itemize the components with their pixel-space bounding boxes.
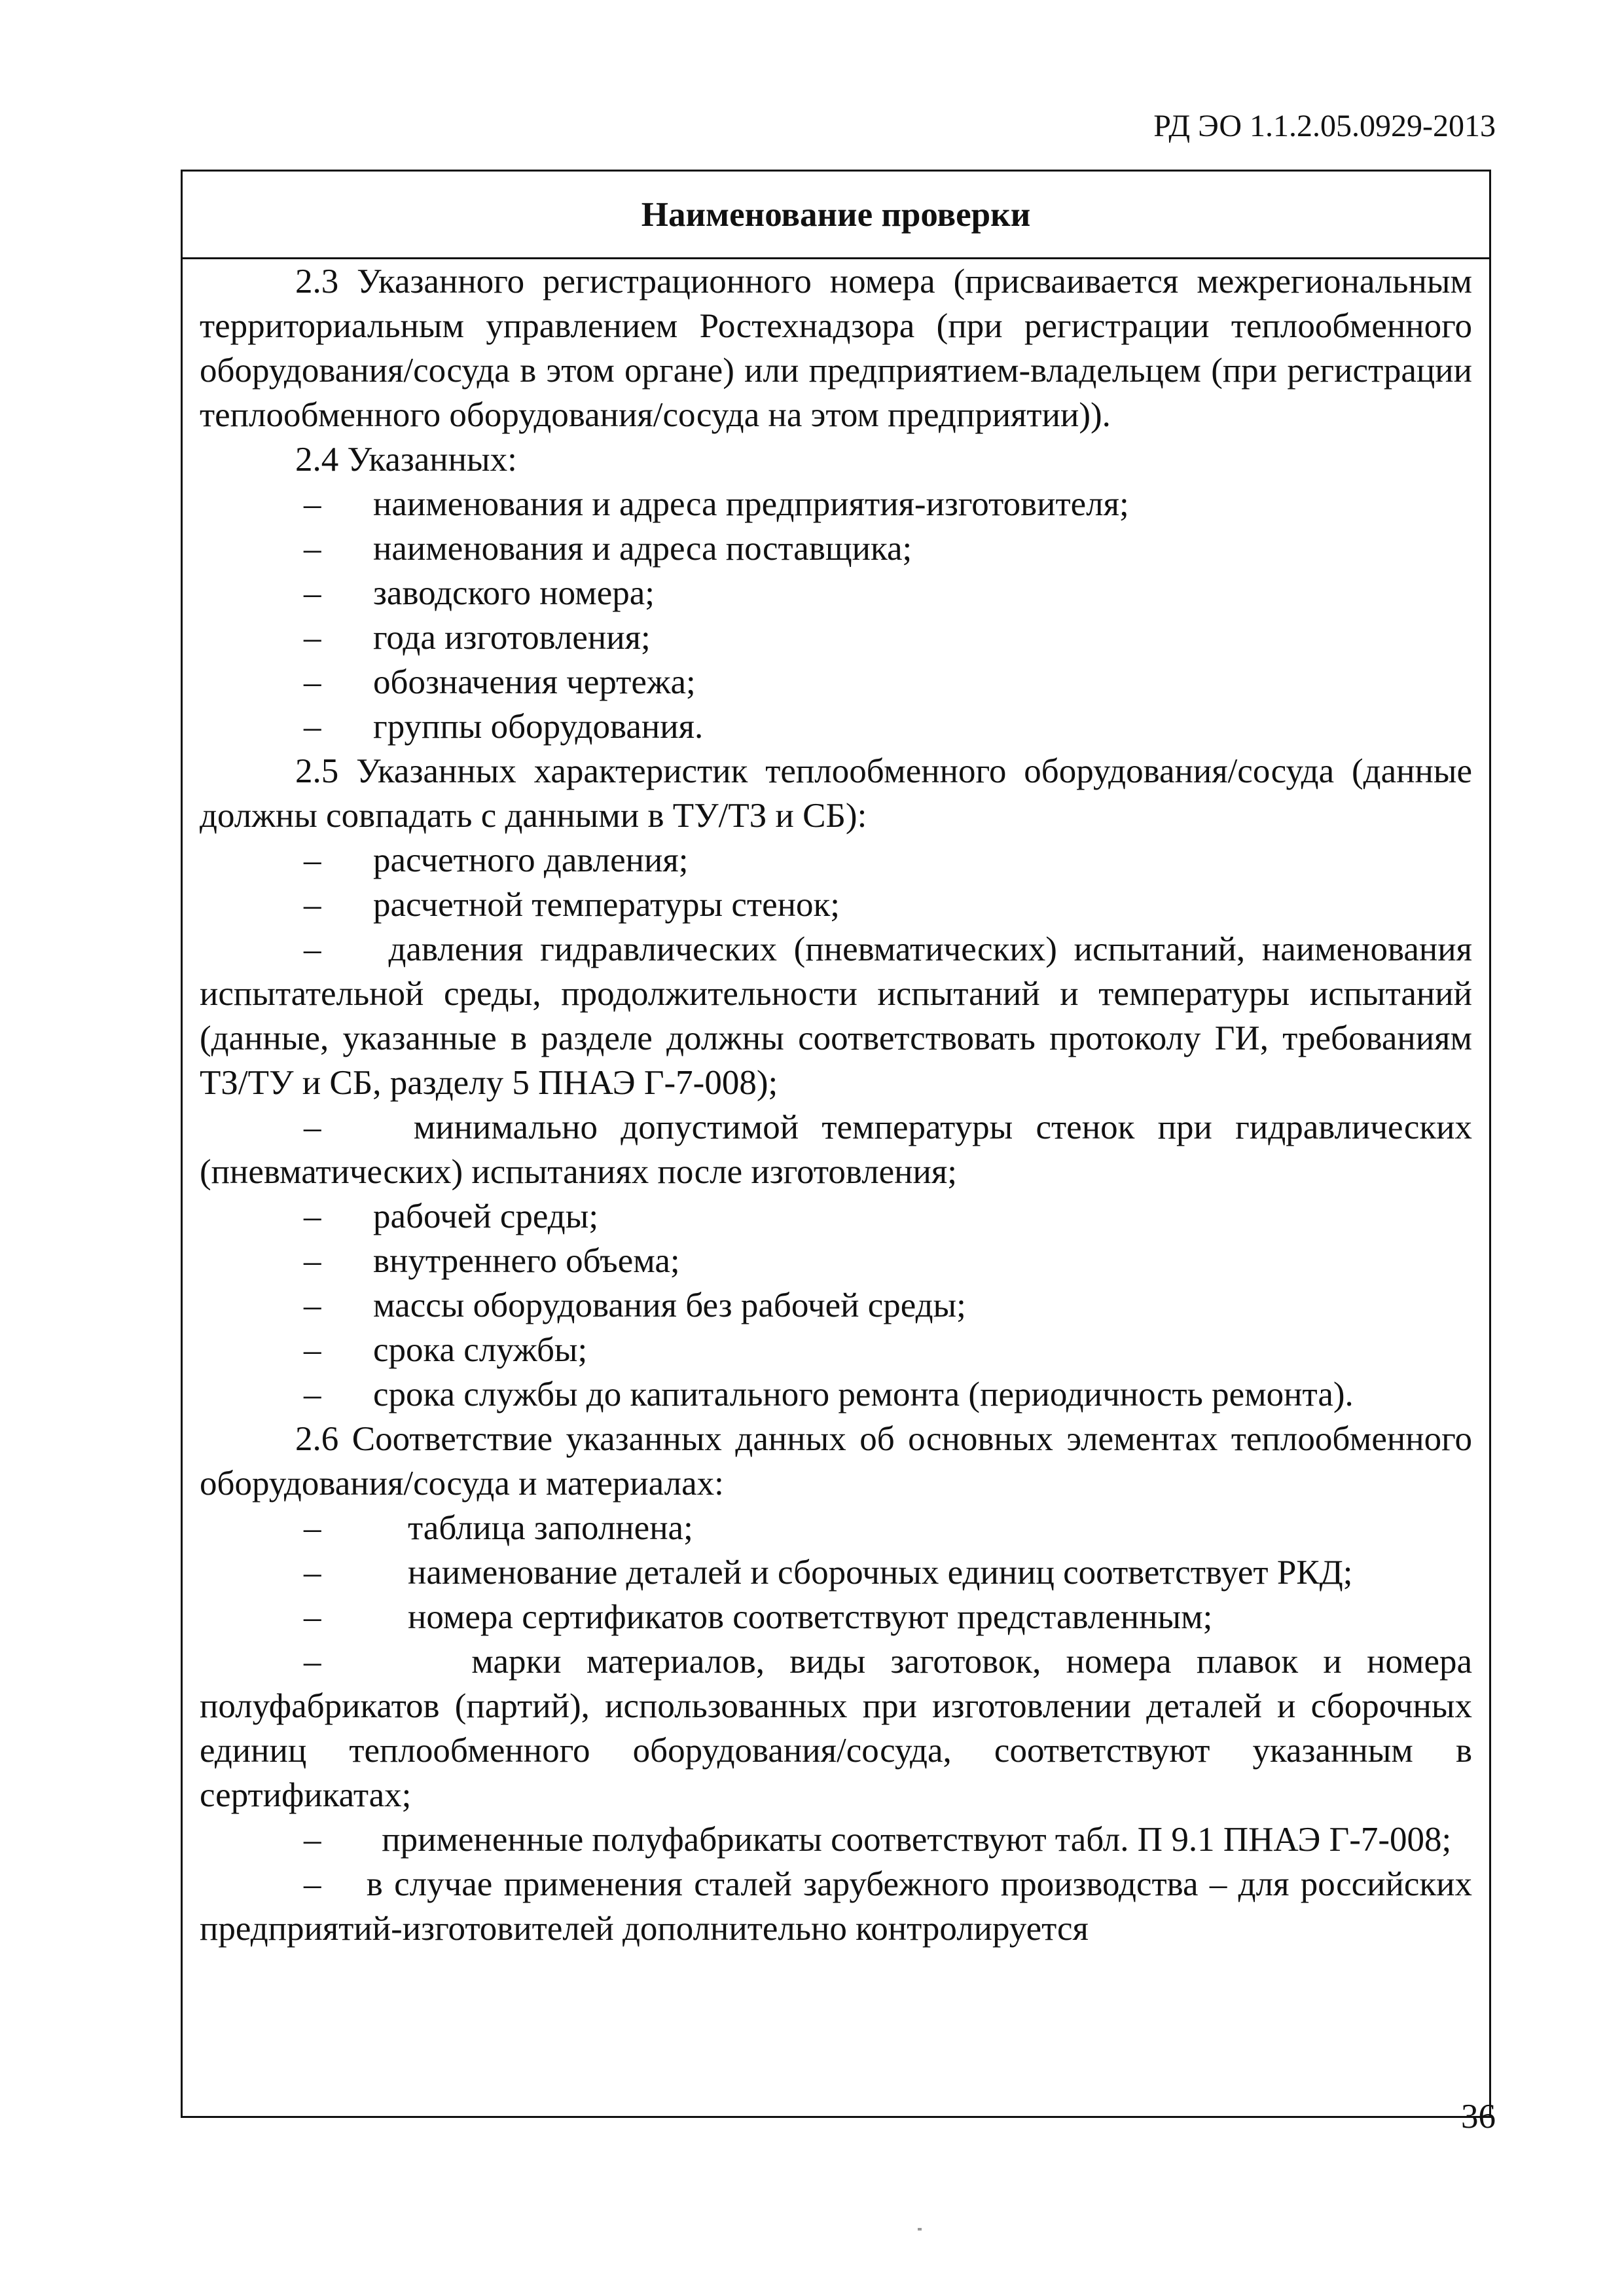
list-item (200, 1372, 1472, 1417)
list-item (200, 482, 1472, 526)
dash-mark: – (304, 886, 321, 924)
list-item (200, 1283, 1472, 1328)
list-item (200, 883, 1472, 927)
list-item-text: марки материалов, виды заготовок, номера плавок и номера полуфабрикатов (партий), использованных при изготовлении деталей и сборочных единиц теплообменного оборудования/сосуда, соответствуют указанным в сертификатах; (200, 1643, 1473, 1814)
list-item-text: таблица заполнена; (408, 1509, 693, 1547)
list-item (200, 526, 1472, 571)
dash-mark: – (304, 1242, 321, 1280)
dash-mark: – (304, 1598, 321, 1636)
list-item-text: в случае применения сталей зарубежного производства – для российских предприятий-изготовителей дополнительно контролируется (200, 1865, 1473, 1948)
dash-mark: – (304, 619, 321, 657)
list-item-text: номера сертификатов соответствуют представленным; (408, 1598, 1213, 1636)
paragraph-2-6: 2.6 Соответствие указанных данных об основных элементах теплообменного оборудования/сосуда и материалах: (200, 1420, 1472, 1503)
list-item (200, 1239, 1472, 1283)
list-item-wrapped (200, 1639, 1472, 1817)
list-item-text: минимально допустимой температуры стенок при гидравлических (пневматических) испытаниях после изготовления; (200, 1108, 1473, 1191)
dash-mark: – (304, 1286, 321, 1324)
document-code: РД ЭО 1.1.2.05.0929-2013 (1153, 109, 1496, 143)
list-item (200, 1506, 1472, 1550)
dash-mark: – (304, 574, 321, 612)
list-item (200, 1595, 1472, 1639)
list-item-wrapped (200, 1817, 1472, 1862)
dash-mark: – (304, 1376, 321, 1413)
dash-mark: – (304, 530, 321, 568)
dash-mark: – (304, 1197, 321, 1235)
list-item (200, 1328, 1472, 1372)
list-item-text: года изготовления; (373, 619, 651, 657)
list-item-text: рабочей среды; (373, 1197, 599, 1235)
dash-mark: – (304, 1108, 321, 1146)
list-item (200, 838, 1472, 883)
dash-mark: – (304, 1509, 321, 1547)
dash-mark: – (304, 663, 321, 701)
list-item-text: срока службы до капитального ремонта (периодичность ремонта). (373, 1376, 1354, 1413)
list-item (200, 660, 1472, 704)
paragraph-2-5: 2.5 Указанных характеристик теплообменного оборудования/сосуда (данные должны совпадать с данными в ТУ/ТЗ и СБ): (200, 752, 1472, 835)
paragraph-2-3: 2.3 Указанного регистрационного номера (присваивается межрегиональным территориальным управлением Ростехнадзора (при регистрации теплообменного оборудования/сосуда в этом органе) или предприятием-владельцем (при регистрации теплообменного оборудования/сосуда на этом предприятии)). (200, 263, 1472, 434)
list-item (200, 1194, 1472, 1239)
dash-mark: – (304, 1554, 321, 1592)
list-item-wrapped (200, 927, 1472, 1105)
list-item-text: обозначения чертежа; (373, 663, 696, 701)
column-header: Наименование проверки (183, 172, 1489, 259)
list-item (200, 615, 1472, 660)
page-number: 36 (1461, 2098, 1496, 2136)
list-item-wrapped (200, 1105, 1472, 1194)
list-item-text: группы оборудования. (373, 708, 704, 746)
list-item-text: заводского номера; (373, 574, 655, 612)
list-item-text: давления гидравлических (пневматических) испытаний, наименования испытательной среды, продолжительности испытаний и температуры испытаний (данные, указанные в разделе должны соответствовать протоколу ГИ, требованиям ТЗ/ТУ и СБ, разделу 5 ПНАЭ Г-7-008); (200, 930, 1472, 1102)
list-item-text: наименования и адреса предприятия-изготовителя; (373, 485, 1129, 523)
list-item (200, 704, 1472, 749)
list-item-text: расчетного давления; (373, 841, 689, 879)
list-item-text: наименование деталей и сборочных единиц соответствует РКД; (408, 1554, 1353, 1592)
dash-mark: – (304, 1865, 321, 1903)
dash-mark: – (304, 930, 321, 968)
list-item (200, 571, 1472, 615)
paragraph-2-4: 2.4 Указанных: (295, 441, 517, 479)
checks-table (181, 170, 1491, 2118)
table-body (183, 259, 1489, 1951)
list-item-text: срока службы; (373, 1331, 588, 1369)
list-item-text: внутреннего объема; (373, 1242, 680, 1280)
list-item-text: расчетной температуры стенок; (373, 886, 840, 924)
dash-mark: – (304, 1643, 321, 1681)
list-item-text: примененные полуфабрикаты соответствуют табл. П 9.1 ПНАЭ Г-7-008; (382, 1821, 1452, 1859)
list-item (200, 1550, 1472, 1595)
dash-mark: – (304, 708, 321, 746)
list-item-wrapped (200, 1862, 1472, 1951)
list-item-text: массы оборудования без рабочей среды; (373, 1286, 966, 1324)
dash-mark: – (304, 841, 321, 879)
scan-speck (918, 2228, 922, 2231)
dash-mark: – (304, 1821, 321, 1859)
dash-mark: – (304, 485, 321, 523)
list-item-text: наименования и адреса поставщика; (373, 530, 912, 568)
dash-mark: – (304, 1331, 321, 1369)
